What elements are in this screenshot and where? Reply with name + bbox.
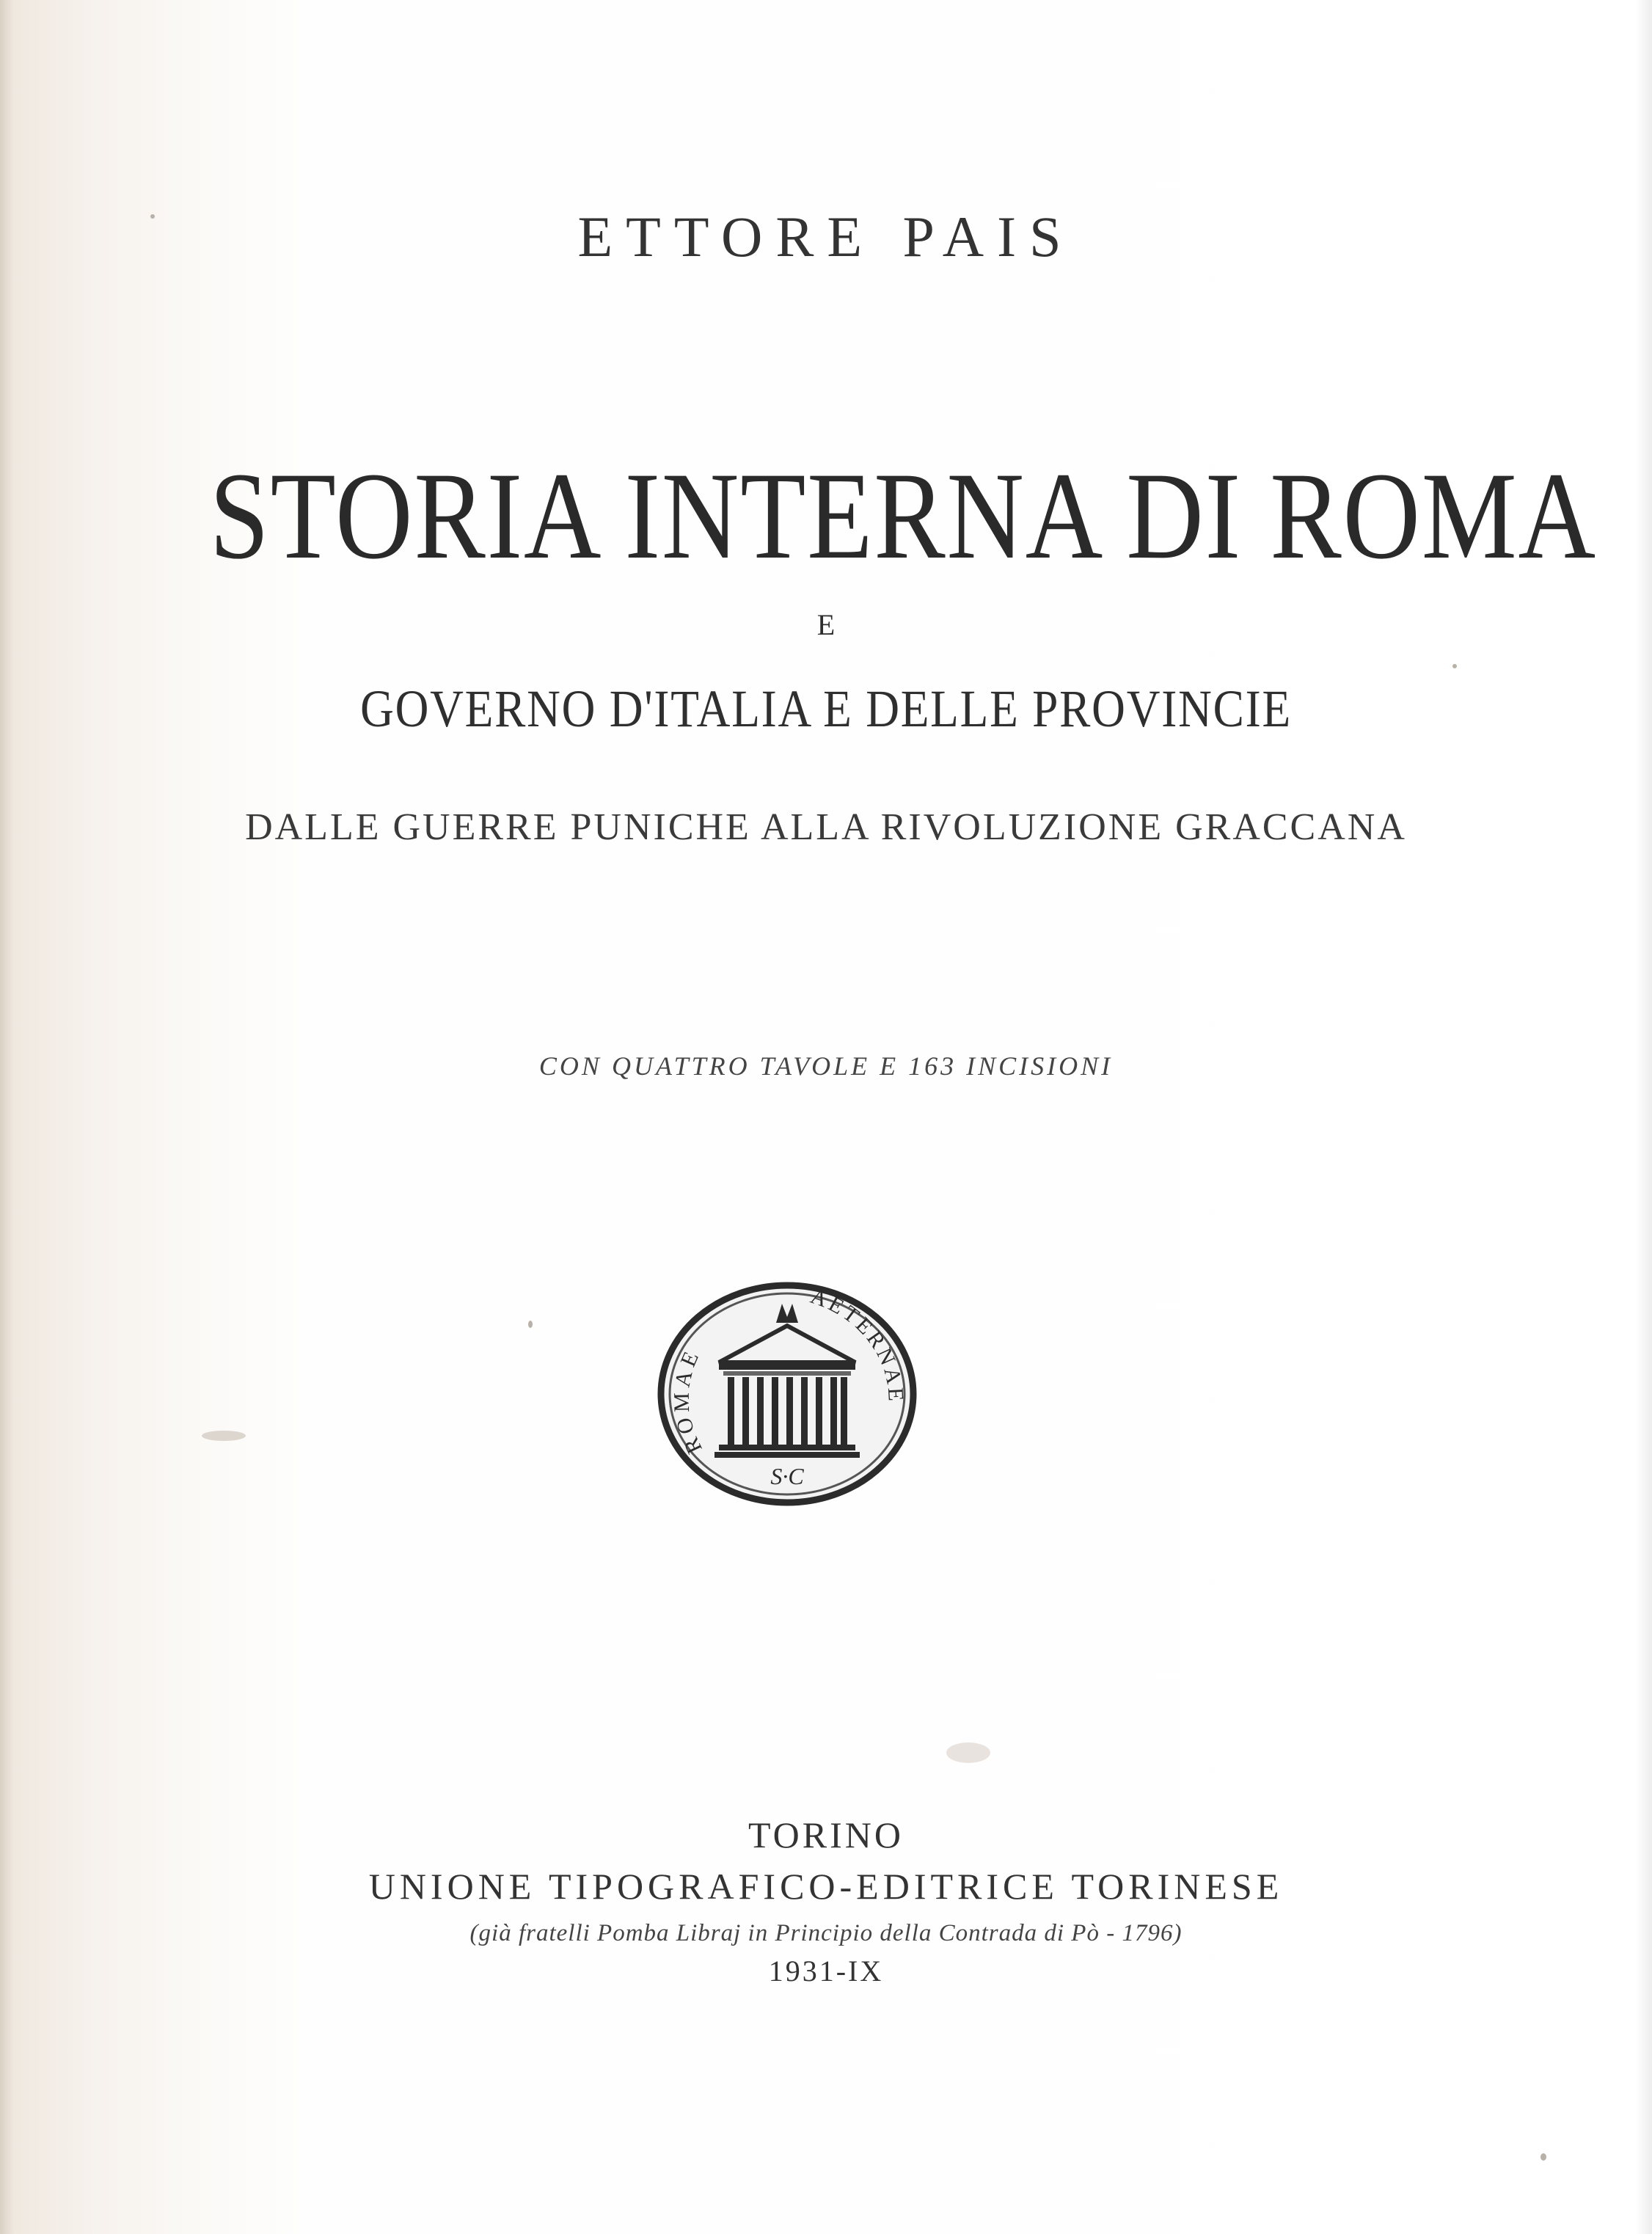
coin-exergue: S·C [770,1463,804,1489]
author-name: ETTORE PAIS [577,205,1075,269]
subtitle-secondary: DALLE GUERRE PUNICHE ALLA RIVOLUZIONE GRACCANA [245,806,1407,848]
paper-speck [150,214,155,219]
paper-speck [528,1321,533,1328]
subtitle-primary: GOVERNO D'ITALIA E DELLE PROVINCIE [360,679,1292,738]
paper-speck [1540,2153,1546,2161]
paper-stain [946,1742,990,1763]
imprint-publisher: UNIONE TIPOGRAFICO-EDITRICE TORINESE [368,1866,1284,1907]
imprint-year: 1931-IX [768,1954,884,1987]
imprint-note: (già fratelli Pomba Libraj in Principio della Contrada di Pò - 1796) [469,1920,1183,1946]
coin-legend-left: ROMAE [669,1344,707,1458]
coin-temple-emblem [651,1280,923,1508]
book-title: STORIA INTERNA DI ROMA [209,447,1597,585]
paper-speck [1452,664,1457,668]
coin-legend-right: AETERNAE [807,1284,908,1405]
paper-stain [202,1431,246,1441]
imprint-city: TORINO [748,1814,904,1855]
title-conjunction: E [816,608,836,641]
illustrations-note: CON QUATTRO TAVOLE E 163 INCISIONI [538,1051,1114,1081]
